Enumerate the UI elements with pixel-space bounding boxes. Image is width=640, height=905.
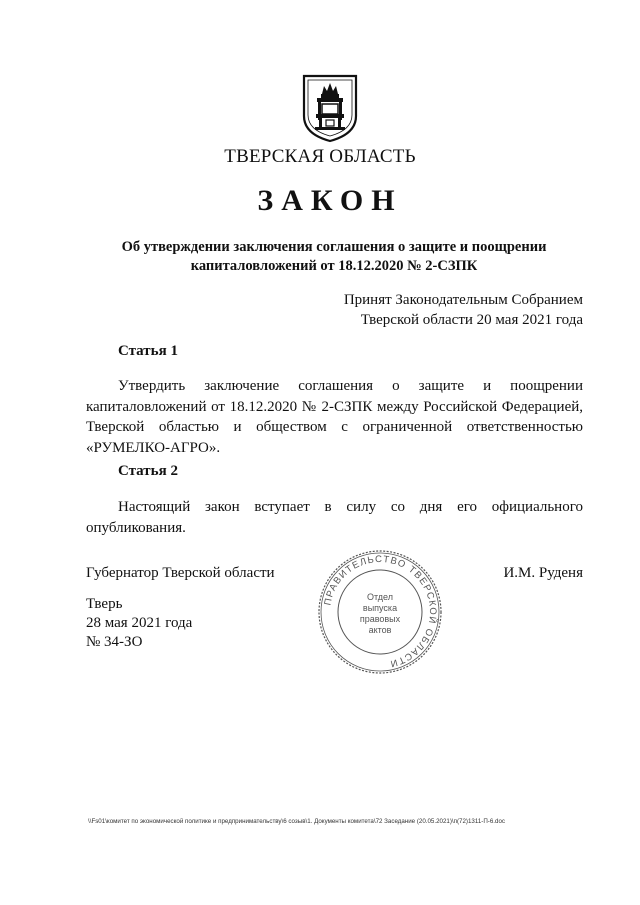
article-1-heading: Статья 1 bbox=[118, 343, 178, 359]
article-2-text: Настоящий закон вступает в силу со дня его официального опубликования. bbox=[86, 499, 583, 536]
signatory-name: И.М. Руденя bbox=[503, 565, 583, 581]
signing-details bbox=[86, 595, 192, 652]
signing-city: Тверь bbox=[86, 596, 123, 612]
stamp-center-line: Отдел bbox=[366, 592, 394, 602]
stamp-ring-text: ПРАВИТЕЛЬСТВО ТВЕРСКОЙ ОБЛАСТИ bbox=[322, 553, 439, 670]
signing-date: 28 мая 2021 года bbox=[86, 615, 193, 631]
stamp-center-line: выпуска bbox=[362, 603, 398, 613]
file-path-footer: \\Fs01\комитет по экономической политике и предпринимательству\6 созыв\1. Документы комитета\72 Заседание (20.05.2021)\п(72)1311-П-6.doc bbox=[88, 818, 506, 825]
law-number: № 34-ЗО bbox=[86, 634, 143, 650]
article-2-heading: Статья 2 bbox=[118, 463, 178, 479]
document-title: ЗАКОН bbox=[257, 184, 403, 217]
stamp-center-line: правовых bbox=[359, 614, 401, 624]
signatory-role: Губернатор Тверской области bbox=[86, 565, 275, 581]
article-1-text: Утвердить заключение соглашения о защите и поощрении капиталовложений от 18.12.2020 № 2-СЗПК между Российской Федерацией, Тверской областью и обществом с ограниченной ответственностью «РУМЕЛКО-АГРО». bbox=[86, 378, 583, 456]
stamp-center-line: актов bbox=[368, 625, 392, 635]
region-name: ТВЕРСКАЯ ОБЛАСТЬ bbox=[224, 146, 416, 167]
adoption-note bbox=[283, 290, 583, 330]
tver-coat-of-arms-emblem bbox=[300, 72, 360, 144]
law-subject-line: капиталовложений от 18.12.2020 № 2-СЗПК bbox=[190, 258, 478, 274]
law-subject-line: Об утверждении заключения соглашения о защите и поощрении bbox=[121, 239, 547, 255]
adoption-note-line: Принят Законодательным Собранием bbox=[343, 292, 583, 308]
law-subject bbox=[100, 238, 568, 276]
official-stamp bbox=[316, 548, 444, 676]
adoption-note-line: Тверской области 20 мая 2021 года bbox=[360, 312, 583, 328]
